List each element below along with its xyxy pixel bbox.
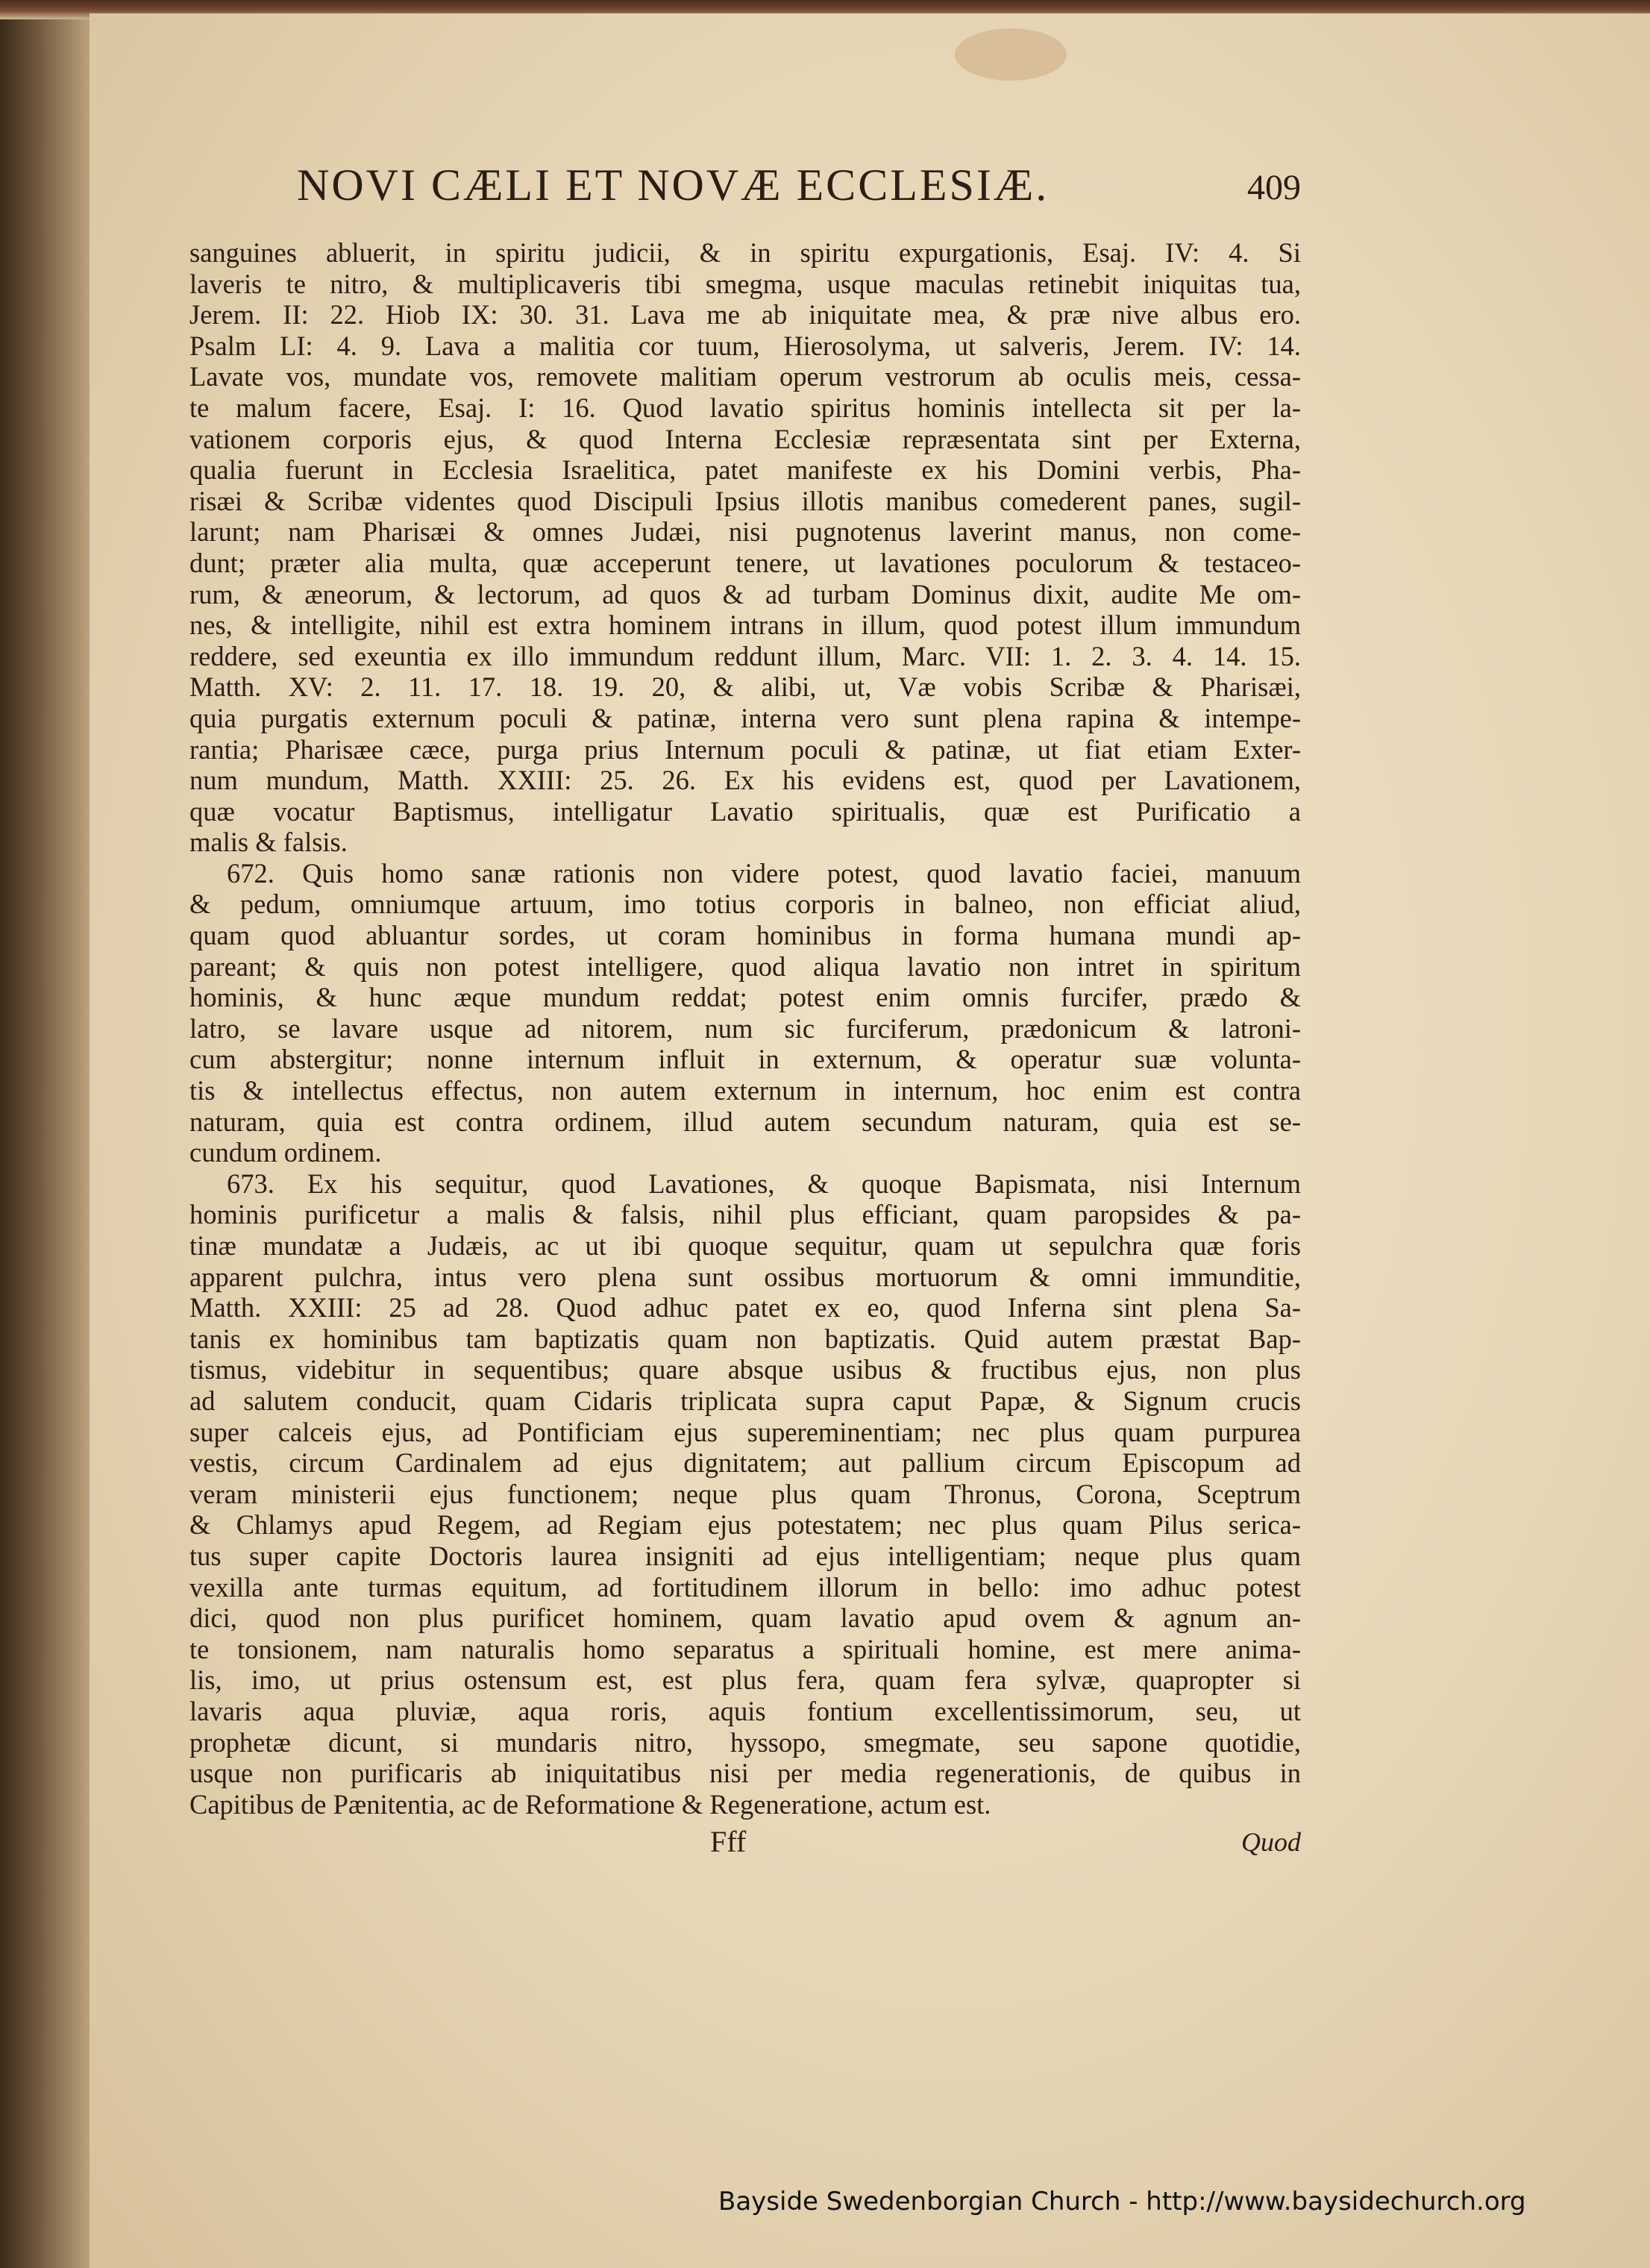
text-line: larunt; nam Pharisæi & omnes Judæi, nisi pugnotenus laverint manus, non come- — [189, 516, 1301, 548]
text-line: tinæ mundatæ a Judæis, ac ut ibi quoque sequitur, quam ut sepulchra quæ foris — [189, 1230, 1301, 1261]
text-line: Matth. XV: 2. 11. 17. 18. 19. 20, & alibi, ut, Væ vobis Scribæ & Pharisæi, — [189, 671, 1301, 703]
text-line: quia purgatis externum poculi & patinæ, interna vero sunt plena rapina & intempe- — [189, 702, 1301, 733]
text-line: quam quod abluantur sordes, ut coram hominibus in forma humana mundi ap- — [189, 920, 1301, 951]
text-line: lavaris aqua pluviæ, aqua roris, aquis fontium excellentissimorum, seu, ut — [189, 1695, 1301, 1726]
text-line: super calceis ejus, ad Pontificiam ejus supereminentiam; nec plus quam purpurea — [189, 1416, 1301, 1447]
text-line: qualia fuerunt in Ecclesia Israelitica, patet manifeste ex his Domini verbis, Pha- — [189, 454, 1301, 486]
text-line: Matth. XXIII: 25 ad 28. Quod adhuc patet ex eo, quod Inferna sint plena Sa- — [189, 1292, 1301, 1323]
text-line: te tonsionem, nam naturalis homo separatus a spirituali homine, est mere anima- — [189, 1633, 1301, 1664]
text-line: cundum ordinem. — [189, 1137, 382, 1168]
paper-stain — [955, 28, 1067, 81]
text-line: ad salutem conducit, quam Cidaris triplicata supra caput Papæ, & Signum crucis — [189, 1385, 1301, 1416]
text-line: tis & intellectus effectus, non autem externum in internum, hoc enim est contra — [189, 1075, 1301, 1106]
text-line: hominis purificetur a malis & falsis, nihil plus efficiant, quam paropsides & pa- — [189, 1199, 1301, 1230]
running-title: NOVI CÆLI ET NOVÆ ECCLESIÆ. — [297, 160, 1050, 210]
text-line: sanguines abluerit, in spiritu judicii, & in spiritu expurgationis, Esaj. IV: 4. Si — [189, 237, 1301, 268]
text-line: quæ vocatur Baptismus, intelligatur Lavatio spiritualis, quæ est Purificatio a — [189, 795, 1301, 827]
text-line: naturam, quia est contra ordinem, illud autem secundum naturam, quia est se- — [189, 1106, 1301, 1137]
text-line: & pedum, omniumque artuum, imo totius corporis in balneo, non efficiat aliud, — [189, 889, 1301, 920]
text-line: Lavate vos, mundate vos, removete malitiam operum vestrorum ab oculis meis, cessa- — [189, 361, 1301, 392]
text-line: risæi & Scribæ videntes quod Discipuli Ipsius illotis manibus comederent panes, sugil- — [189, 485, 1301, 516]
catchword: Quod — [1241, 1827, 1301, 1857]
text-line: dunt; præter alia multa, quæ acceperunt tenere, ut lavationes poculorum & testaceo- — [189, 547, 1301, 578]
body-text — [189, 237, 1301, 1820]
text-line: vestis, circum Cardinalem ad ejus dignitatem; aut pallium circum Episcopum ad — [189, 1447, 1301, 1479]
page-number: 409 — [1247, 168, 1301, 207]
text-line: tus super capite Doctoris laurea insigniti ad ejus intelligentiam; neque plus quam — [189, 1540, 1301, 1571]
watermark-text: Bayside Swedenborgian Church - http://www.baysidechurch.org — [718, 2187, 1526, 2217]
text-line: Psalm LI: 4. 9. Lava a malitia cor tuum, Hierosolyma, ut salveris, Jerem. IV: 14. — [189, 330, 1301, 361]
page-header — [297, 158, 1301, 212]
text-line: reddere, sed exeuntia ex illo immundum reddunt illum, Marc. VII: 1. 2. 3. 4. 14. 15. — [189, 640, 1301, 671]
text-line: prophetæ dicunt, si mundaris nitro, hyssopo, smegmate, seu sapone quotidie, — [189, 1726, 1301, 1758]
text-line: & Chlamys apud Regem, ad Regiam ejus potestatem; nec plus quam Pilus serica- — [189, 1509, 1301, 1541]
text-line: 672. Quis homo sanæ rationis non videre potest, quod lavatio faciei, manuum — [227, 857, 1301, 889]
text-line: rantia; Pharisæe cæce, purga prius Internum poculi & patinæ, ut fiat etiam Exter- — [189, 733, 1301, 765]
text-line: malis & falsis. — [189, 827, 348, 858]
text-line: veram ministerii ejus functionem; neque plus quam Thronus, Corona, Sceptrum — [189, 1478, 1301, 1509]
text-line: hominis, & hunc æque mundum reddat; potest enim omnis furcifer, prædo & — [189, 982, 1301, 1013]
text-line: latro, se lavare usque ad nitorem, num sic furciferum, prædonicum & latroni- — [189, 1012, 1301, 1044]
text-line: 673. Ex his sequitur, quod Lavationes, & quoque Bapismata, nisi Internum — [227, 1168, 1301, 1199]
text-line: cum abstergitur; nonne internum influit in externum, & operatur suæ volunta- — [189, 1044, 1301, 1075]
text-line: rum, & æneorum, & lectorum, ad quos & ad turbam Dominus dixit, audite Me om- — [189, 578, 1301, 610]
text-line: vationem corporis ejus, & quod Interna Ecclesiæ repræsentata sint per Externa, — [189, 423, 1301, 454]
text-line: tismus, videbitur in sequentibus; quare absque usibus & fructibus ejus, non plus — [189, 1354, 1301, 1385]
text-line: lis, imo, ut prius ostensum est, est plus fera, quam fera sylvæ, quapropter si — [189, 1664, 1301, 1696]
text-line: usque non purificaris ab iniquitatibus nisi per media regenerationis, de quibus in — [189, 1758, 1301, 1789]
text-line: tanis ex hominibus tam baptizatis quam non baptizatis. Quid autem præstat Bap- — [189, 1323, 1301, 1354]
text-line: te malum facere, Esaj. I: 16. Quod lavatio spiritus hominis intellecta sit per la- — [189, 392, 1301, 423]
page-footer — [189, 1823, 1301, 1861]
text-line: Capitibus de Pænitentia, ac de Reformatione & Regeneratione, actum est. — [189, 1788, 991, 1820]
text-line: laveris te nitro, & multiplicaveris tibi smegma, usque maculas retinebit iniquitas tua, — [189, 268, 1301, 299]
text-line: num mundum, Matth. XXIII: 25. 26. Ex his evidens est, quod per Lavationem, — [189, 765, 1301, 796]
text-line: pareant; & quis non potest intelligere, quod aliqua lavatio non intret in spiritum — [189, 950, 1301, 982]
text-line: dici, quod non plus purificet hominem, quam lavatio apud ovem & agnum an- — [189, 1603, 1301, 1634]
text-line: apparent pulchra, intus vero plena sunt ossibus mortuorum & omni immunditie, — [189, 1261, 1301, 1292]
text-line: vexilla ante turmas equitum, ad fortitudinem illorum in bello: imo adhuc potest — [189, 1571, 1301, 1603]
text-line: Jerem. II: 22. Hiob IX: 30. 31. Lava me ab iniquitate mea, & præ nive albus ero. — [189, 299, 1301, 331]
signature-mark: Fff — [710, 1825, 747, 1858]
text-line: nes, & intelligite, nihil est extra hominem intrans in illum, quod potest illum immundum — [189, 610, 1301, 641]
